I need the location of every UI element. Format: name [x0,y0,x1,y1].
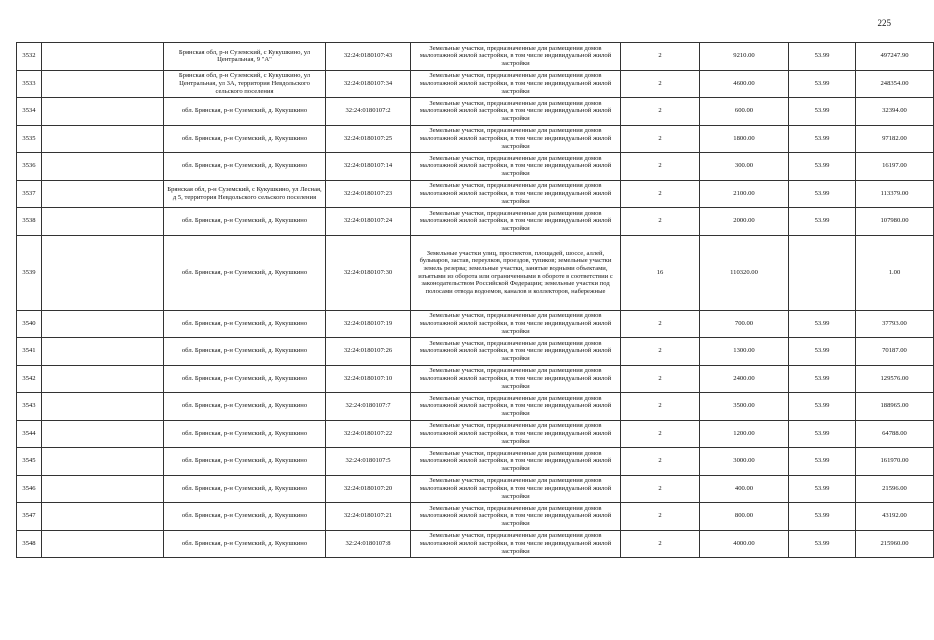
group-code-cell: 16 [621,235,700,310]
row-number: 3533 [17,70,42,98]
rate-cell: 53.99 [789,125,856,153]
cadastral-value-cell: 107980.00 [856,208,934,236]
cadastral-value-cell: 161970.00 [856,448,934,476]
cadastral-number-cell: 32:24:0180107:10 [326,365,411,393]
table-row [17,420,934,448]
address-cell: обл. Брянская, р-н Суземский, д. Кукушкино [164,235,326,310]
cadastral-value-cell: 43192.00 [856,503,934,531]
group-code-cell: 2 [621,393,700,421]
group-code-cell: 2 [621,153,700,181]
cadastral-value-cell: 32394.00 [856,98,934,126]
page-number: 225 [877,18,891,28]
cadastral-number-cell: 32:24:0180107:25 [326,125,411,153]
blank-cell [42,180,164,208]
address-cell: обл. Брянская, р-н Суземский, д. Кукушкино [164,530,326,558]
group-code-cell: 2 [621,310,700,338]
rate-cell: 53.99 [789,393,856,421]
blank-cell [42,338,164,366]
cadastral-number-cell: 32:24:0180107:7 [326,393,411,421]
row-number: 3538 [17,208,42,236]
blank-cell [42,310,164,338]
land-use-cell: Земельные участки, предназначенные для размещения домов малоэтажной жилой застройки, в том числе индивидуальной жилой застройки [411,310,621,338]
rate-cell: 53.99 [789,365,856,393]
land-use-cell: Земельные участки, предназначенные для размещения домов малоэтажной жилой застройки, в том числе индивидуальной жилой застройки [411,448,621,476]
rate-cell [789,235,856,310]
blank-cell [42,153,164,181]
cadastral-number-cell: 32:24:0180107:20 [326,475,411,503]
cadastral-number-cell: 32:24:0180107:22 [326,420,411,448]
row-number: 3532 [17,43,42,71]
land-use-cell: Земельные участки, предназначенные для размещения домов малоэтажной жилой застройки, в том числе индивидуальной жилой застройки [411,420,621,448]
blank-cell [42,503,164,531]
table-row [17,153,934,181]
group-code-cell: 2 [621,420,700,448]
cadastral-value-cell: 248354.00 [856,70,934,98]
cadastral-value-cell: 37793.00 [856,310,934,338]
land-registry-table [16,42,934,558]
cadastral-value-cell: 215960.00 [856,530,934,558]
row-number: 3545 [17,448,42,476]
cadastral-value-cell: 70187.00 [856,338,934,366]
rate-cell: 53.99 [789,475,856,503]
group-code-cell: 2 [621,503,700,531]
table-row [17,208,934,236]
rate-cell: 53.99 [789,70,856,98]
row-number: 3537 [17,180,42,208]
area-cell: 2400.00 [700,365,789,393]
area-cell: 1200.00 [700,420,789,448]
area-cell: 2100.00 [700,180,789,208]
cadastral-number-cell: 32:24:0180107:21 [326,503,411,531]
area-cell: 1800.00 [700,125,789,153]
table-row [17,235,934,310]
group-code-cell: 2 [621,70,700,98]
land-use-cell: Земельные участки, предназначенные для размещения домов малоэтажной жилой застройки, в том числе индивидуальной жилой застройки [411,475,621,503]
address-cell: обл. Брянская, р-н Суземский, д. Кукушкино [164,125,326,153]
area-cell: 9210.00 [700,43,789,71]
row-number: 3541 [17,338,42,366]
blank-cell [42,365,164,393]
cadastral-number-cell: 32:24:0180107:2 [326,98,411,126]
blank-cell [42,98,164,126]
blank-cell [42,420,164,448]
group-code-cell: 2 [621,125,700,153]
land-use-cell: Земельные участки, предназначенные для размещения домов малоэтажной жилой застройки, в том числе индивидуальной жилой застройки [411,393,621,421]
area-cell: 4000.00 [700,530,789,558]
group-code-cell: 2 [621,180,700,208]
address-cell: обл. Брянская, р-н Суземский, д. Кукушкино [164,338,326,366]
table-row [17,98,934,126]
table-row [17,503,934,531]
cadastral-number-cell: 32:24:0180107:34 [326,70,411,98]
blank-cell [42,208,164,236]
row-number: 3543 [17,393,42,421]
cadastral-number-cell: 32:24:0180107:8 [326,530,411,558]
table-row [17,70,934,98]
area-cell: 300.00 [700,153,789,181]
row-number: 3542 [17,365,42,393]
land-use-cell: Земельные участки, предназначенные для размещения домов малоэтажной жилой застройки, в том числе индивидуальной жилой застройки [411,208,621,236]
cadastral-value-cell: 64788.00 [856,420,934,448]
blank-cell [42,393,164,421]
land-use-cell: Земельные участки, предназначенные для размещения домов малоэтажной жилой застройки, в том числе индивидуальной жилой застройки [411,70,621,98]
table-row [17,448,934,476]
land-use-cell: Земельные участки, предназначенные для размещения домов малоэтажной жилой застройки, в том числе индивидуальной жилой застройки [411,530,621,558]
address-cell: обл. Брянская, р-н Суземский, д. Кукушкино [164,503,326,531]
blank-cell [42,448,164,476]
land-use-cell: Земельные участки, предназначенные для размещения домов малоэтажной жилой застройки, в том числе индивидуальной жилой застройки [411,153,621,181]
table-row [17,365,934,393]
group-code-cell: 2 [621,208,700,236]
land-use-cell: Земельные участки, предназначенные для размещения домов малоэтажной жилой застройки, в том числе индивидуальной жилой застройки [411,125,621,153]
land-use-cell: Земельные участки, предназначенные для размещения домов малоэтажной жилой застройки, в том числе индивидуальной жилой застройки [411,365,621,393]
row-number: 3548 [17,530,42,558]
cadastral-value-cell: 97182.00 [856,125,934,153]
cadastral-number-cell: 32:24:0180107:5 [326,448,411,476]
land-use-cell: Земельные участки, предназначенные для размещения домов малоэтажной жилой застройки, в том числе индивидуальной жилой застройки [411,338,621,366]
cadastral-value-cell: 113379.00 [856,180,934,208]
rate-cell: 53.99 [789,420,856,448]
land-use-cell: Земельные участки, предназначенные для размещения домов малоэтажной жилой застройки, в том числе индивидуальной жилой застройки [411,180,621,208]
blank-cell [42,70,164,98]
table-row [17,125,934,153]
row-number: 3544 [17,420,42,448]
table-row [17,338,934,366]
cadastral-value-cell: 16197.00 [856,153,934,181]
cadastral-number-cell: 32:24:0180107:24 [326,208,411,236]
area-cell: 2000.00 [700,208,789,236]
table-row [17,475,934,503]
rate-cell: 53.99 [789,448,856,476]
rate-cell: 53.99 [789,338,856,366]
area-cell: 700.00 [700,310,789,338]
address-cell: обл. Брянская, р-н Суземский, д. Кукушкино [164,448,326,476]
land-use-cell: Земельные участки, предназначенные для размещения домов малоэтажной жилой застройки, в том числе индивидуальной жилой застройки [411,43,621,71]
blank-cell [42,475,164,503]
group-code-cell: 2 [621,530,700,558]
cadastral-number-cell: 32:24:0180107:14 [326,153,411,181]
group-code-cell: 2 [621,475,700,503]
address-cell: обл. Брянская, р-н Суземский, д. Кукушкино [164,475,326,503]
address-cell: Брянская обл, р-н Суземский, с Кукушкино, ул Лесная, д 5, территория Невдольского сельского поселения [164,180,326,208]
rate-cell: 53.99 [789,98,856,126]
row-number: 3534 [17,98,42,126]
area-cell: 3500.00 [700,393,789,421]
rate-cell: 53.99 [789,310,856,338]
address-cell: обл. Брянская, р-н Суземский, д. Кукушкино [164,153,326,181]
cadastral-number-cell: 32:24:0180107:30 [326,235,411,310]
area-cell: 1300.00 [700,338,789,366]
land-use-cell: Земельные участки, предназначенные для размещения домов малоэтажной жилой застройки, в том числе индивидуальной жилой застройки [411,98,621,126]
row-number: 3546 [17,475,42,503]
area-cell: 800.00 [700,503,789,531]
area-cell: 400.00 [700,475,789,503]
rate-cell: 53.99 [789,530,856,558]
table-row [17,180,934,208]
blank-cell [42,530,164,558]
rate-cell: 53.99 [789,43,856,71]
group-code-cell: 2 [621,365,700,393]
cadastral-number-cell: 32:24:0180107:19 [326,310,411,338]
table-row [17,310,934,338]
row-number: 3536 [17,153,42,181]
land-use-cell: Земельные участки улиц, проспектов, площадей, шоссе, аллей, бульваров, застав, переулков, проездов, тупиков; земельные участки земель резерва; земельные участки, занятые водными объектами, изъятыми из оборота или ограниченными в обороте в соответствии с законодательством Российской Федерации; земельные участки под полосами отвода водоемов, каналов и коллекторов, набережные [411,235,621,310]
address-cell: обл. Брянская, р-н Суземский, д. Кукушкино [164,208,326,236]
address-cell: Брянская обл, р-н Суземский, с Кукушкино, ул Центральная, ул 3А, территория Невдольского сельского поселения [164,70,326,98]
table-row [17,530,934,558]
row-number: 3547 [17,503,42,531]
address-cell: обл. Брянская, р-н Суземский, д. Кукушкино [164,365,326,393]
group-code-cell: 2 [621,448,700,476]
area-cell: 4600.00 [700,70,789,98]
cadastral-number-cell: 32:24:0180107:26 [326,338,411,366]
blank-cell [42,43,164,71]
cadastral-value-cell: 21596.00 [856,475,934,503]
address-cell: Брянская обл, р-н Суземский, с Кукушкино, ул Центральная, 9 "А" [164,43,326,71]
row-number: 3535 [17,125,42,153]
rate-cell: 53.99 [789,180,856,208]
land-use-cell: Земельные участки, предназначенные для размещения домов малоэтажной жилой застройки, в том числе индивидуальной жилой застройки [411,503,621,531]
cadastral-number-cell: 32:24:0180107:23 [326,180,411,208]
address-cell: обл. Брянская, р-н Суземский, д. Кукушкино [164,393,326,421]
cadastral-number-cell: 32:24:0180107:43 [326,43,411,71]
table-body [17,43,934,558]
area-cell: 600.00 [700,98,789,126]
table-row [17,43,934,71]
rate-cell: 53.99 [789,503,856,531]
address-cell: обл. Брянская, р-н Суземский, д. Кукушкино [164,98,326,126]
area-cell: 3000.00 [700,448,789,476]
cadastral-value-cell: 1.00 [856,235,934,310]
cadastral-value-cell: 497247.90 [856,43,934,71]
row-number: 3540 [17,310,42,338]
address-cell: обл. Брянская, р-н Суземский, д. Кукушкино [164,310,326,338]
cadastral-value-cell: 188965.00 [856,393,934,421]
group-code-cell: 2 [621,43,700,71]
address-cell: обл. Брянская, р-н Суземский, д. Кукушкино [164,420,326,448]
blank-cell [42,125,164,153]
rate-cell: 53.99 [789,208,856,236]
group-code-cell: 2 [621,338,700,366]
table-row [17,393,934,421]
group-code-cell: 2 [621,98,700,126]
cadastral-value-cell: 129576.00 [856,365,934,393]
area-cell: 110320.00 [700,235,789,310]
row-number: 3539 [17,235,42,310]
blank-cell [42,235,164,310]
rate-cell: 53.99 [789,153,856,181]
